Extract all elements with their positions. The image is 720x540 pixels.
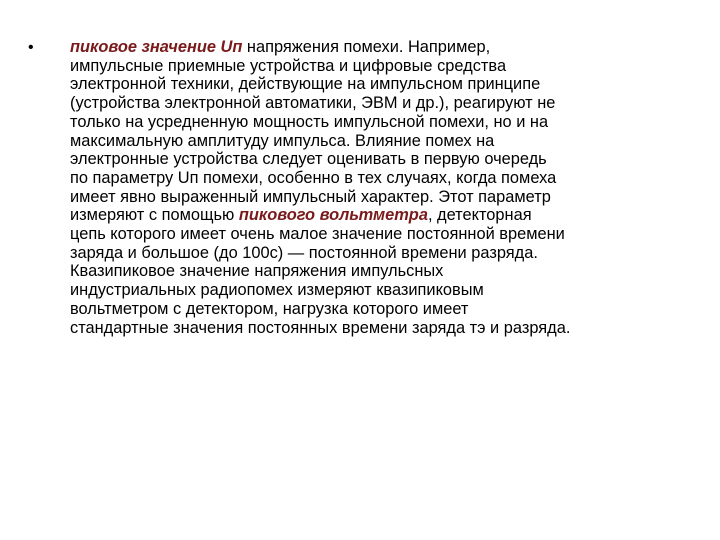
paragraph-line: только на усредненную мощность импульсной помехи, но и на	[70, 112, 549, 131]
paragraph-line	[70, 206, 688, 225]
paragraph-line: электронной техники, действующие на импульсном принципе	[70, 75, 541, 94]
bullet-marker: •	[28, 39, 34, 56]
paragraph-line: максимальную амплитуду импульса. Влияние помех на	[70, 131, 495, 150]
paragraph-line: стандартные значения постоянных времени заряда тэ и разряда.	[70, 318, 571, 337]
line-text: измеряют с помощью	[70, 206, 239, 225]
line-text: напряжения помехи. Например,	[242, 38, 491, 56]
paragraph-line: индустриальных радиопомех измеряют квазипиковым	[70, 281, 484, 300]
emphasized-term: пиковое значение Uп	[70, 38, 243, 56]
paragraph-line: электронные устройства следует оценивать в первую очередь	[70, 150, 547, 169]
line-text: , детекторная	[427, 206, 532, 225]
paragraph-line: вольтметром с детектором, нагрузка которого имеет	[70, 299, 469, 318]
bullet-item	[28, 38, 688, 337]
paragraph-line: (устройства электронной автоматики, ЭВМ и др.), реагируют не	[70, 94, 556, 113]
paragraph	[70, 38, 688, 337]
paragraph-line: имеет явно выраженный импульсный характер. Этот параметр	[70, 187, 551, 206]
paragraph-line: по параметру Uп помехи, особенно в тех случаях, когда помеха	[70, 168, 557, 187]
paragraph-line: импульсные приемные устройства и цифровые средства	[70, 56, 507, 75]
paragraph-line: заряда и большое (до 100с) — постоянной времени разряда.	[70, 243, 538, 262]
paragraph-line	[70, 38, 688, 57]
paragraph-line: цепь которого имеет очень малое значение постоянной времени	[70, 225, 565, 244]
emphasized-term: пикового вольтметра	[238, 206, 428, 225]
paragraph-line: Квазипиковое значение напряжения импульсных	[70, 262, 444, 281]
